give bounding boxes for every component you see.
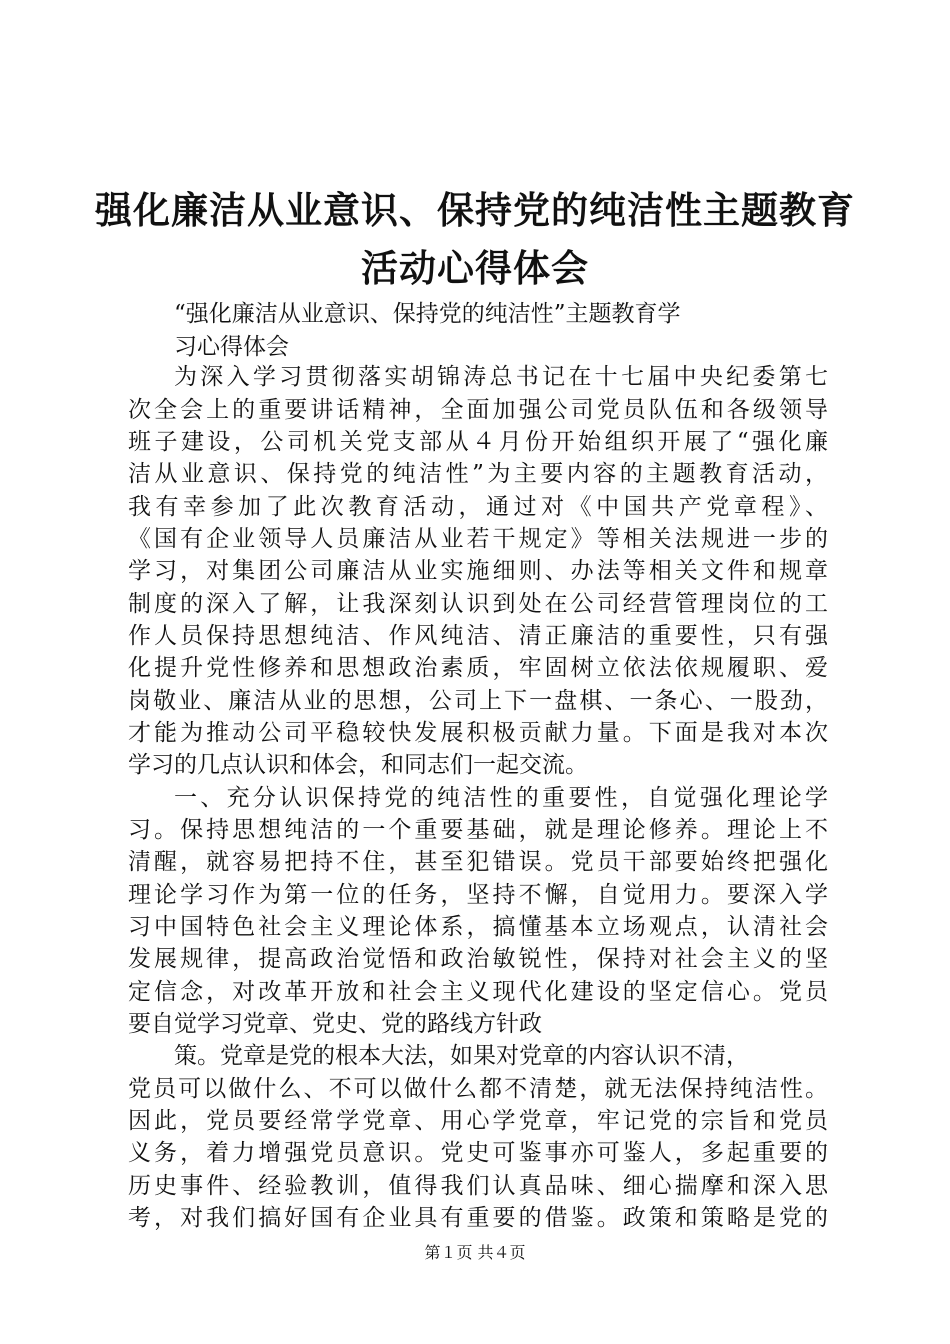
body-line: 一、充分认识保持党的纯洁性的重要性，自觉强化理论学 [174,785,828,811]
body-line: 党员可以做什么、不可以做什么都不清楚，就无法保持纯洁性。 [128,1076,828,1102]
body-line: 要自觉学习党章、党史、党的路线方针政 [128,1011,542,1037]
body-line: 定信念，对改革开放和社会主义现代化建设的坚定信心。党员 [128,979,828,1005]
document-title-line-2: 活动心得体会 [361,247,589,290]
body-line: 学习的几点认识和体会，和同志们一起交流。 [128,752,588,778]
body-line: 为深入学习贯彻落实胡锦涛总书记在十七届中央纪委第七 [174,364,828,390]
body-line: 班子建设，公司机关党支部从４月份开始组织开展了“强化廉 [128,429,828,455]
body-line: 理论学习作为第一位的任务，坚持不懈，自觉用力。要深入学 [128,882,828,908]
body-line: 化提升党性修养和思想政治素质，牢固树立依法依规履职、爱 [128,655,828,681]
subtitle-line-2: 习心得体会 [174,334,289,360]
document-title-line-1: 强化廉洁从业意识、保持党的纯洁性主题教育 [95,189,855,232]
body-line: 考，对我们搞好国有企业具有重要的借鉴。政策和策略是党的 [128,1205,828,1231]
body-line: 制度的深入了解，让我深刻认识到处在公司经营管理岗位的工 [128,591,828,617]
body-line: 洁从业意识、保持党的纯洁性”为主要内容的主题教育活动， [128,461,828,487]
body-line: 次全会上的重要讲话精神，全面加强公司党员队伍和各级领导 [128,397,828,423]
body-line: 历史事件、经验教训，值得我们认真品味、细心揣摩和深入思 [128,1173,828,1199]
page-number-footer: 第１页 共４页 [424,1243,526,1262]
body-line: 才能为推动公司平稳较快发展积极贡献力量。下面是我对本次 [128,720,828,746]
body-line: 岗敬业、廉洁从业的思想，公司上下一盘棋、一条心、一股劲， [128,688,828,714]
body-line: 学习，对集团公司廉洁从业实施细则、办法等相关文件和规章 [128,558,828,584]
body-line: 策。党章是党的根本大法，如果对党章的内容认识不清， [174,1043,749,1069]
body-line: 作人员保持思想纯洁、作风纯洁、清正廉洁的重要性，只有强 [128,623,828,649]
body-line: 我有幸参加了此次教育活动，通过对《中国共产党章程》、 [128,494,828,520]
body-line: 义务，着力增强党员意识。党史可鉴事亦可鉴人，多起重要的 [128,1140,828,1166]
body-line: 习。保持思想纯洁的一个重要基础，就是理论修养。理论上不 [128,817,828,843]
body-line: 《国有企业领导人员廉洁从业若干规定》等相关法规进一步的 [128,526,828,552]
body-line: 发展规律，提高政治觉悟和政治敏锐性，保持对社会主义的坚 [128,946,828,972]
body-line: 因此，党员要经常学党章、用心学党章，牢记党的宗旨和党员 [128,1108,828,1134]
body-line: 清醒，就容易把持不住，甚至犯错误。党员干部要始终把强化 [128,849,828,875]
body-line: 习中国特色社会主义理论体系，搞懂基本立场观点，认清社会 [128,914,828,940]
subtitle-line-1: “强化廉洁从业意识、保持党的纯洁性”主题教育学 [174,301,681,327]
